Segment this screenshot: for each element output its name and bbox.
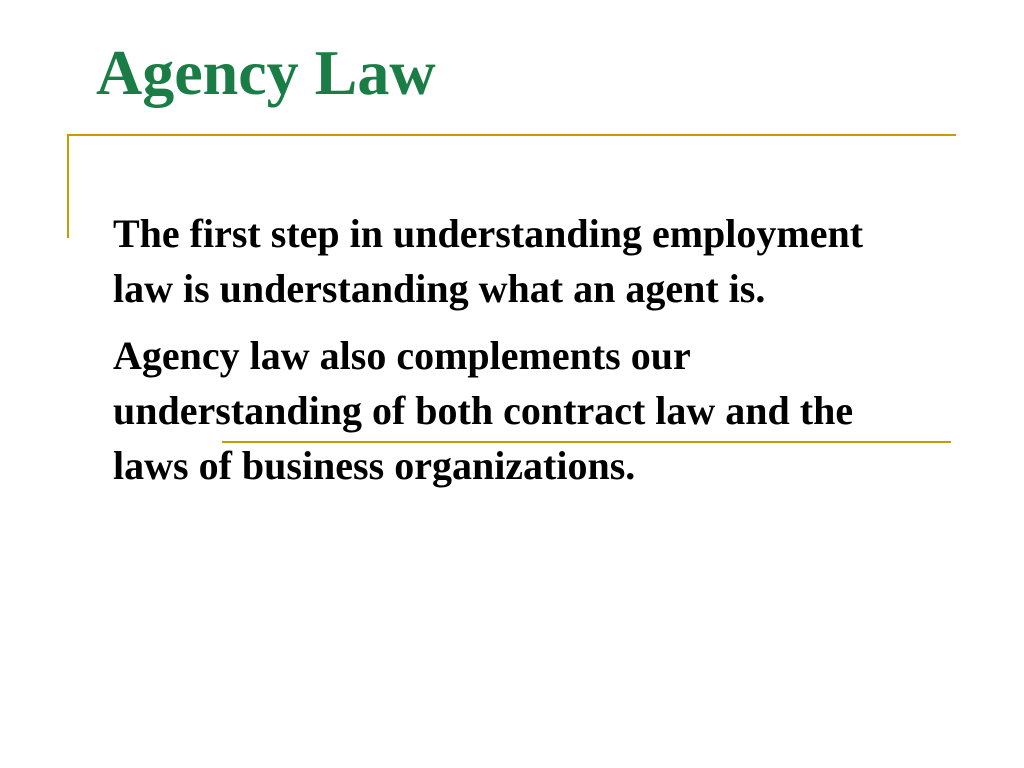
body-paragraph: Agency law also complements our understanding of both contract law and the laws of business organizations.: [113, 333, 854, 488]
accent-line-left: [67, 134, 69, 238]
accent-line-top: [67, 134, 956, 136]
body-paragraph: The first step in understanding employment law is understanding what an agent is.: [113, 211, 864, 311]
slide-title: Agency Law: [96, 37, 436, 108]
slide-body: [113, 206, 903, 505]
